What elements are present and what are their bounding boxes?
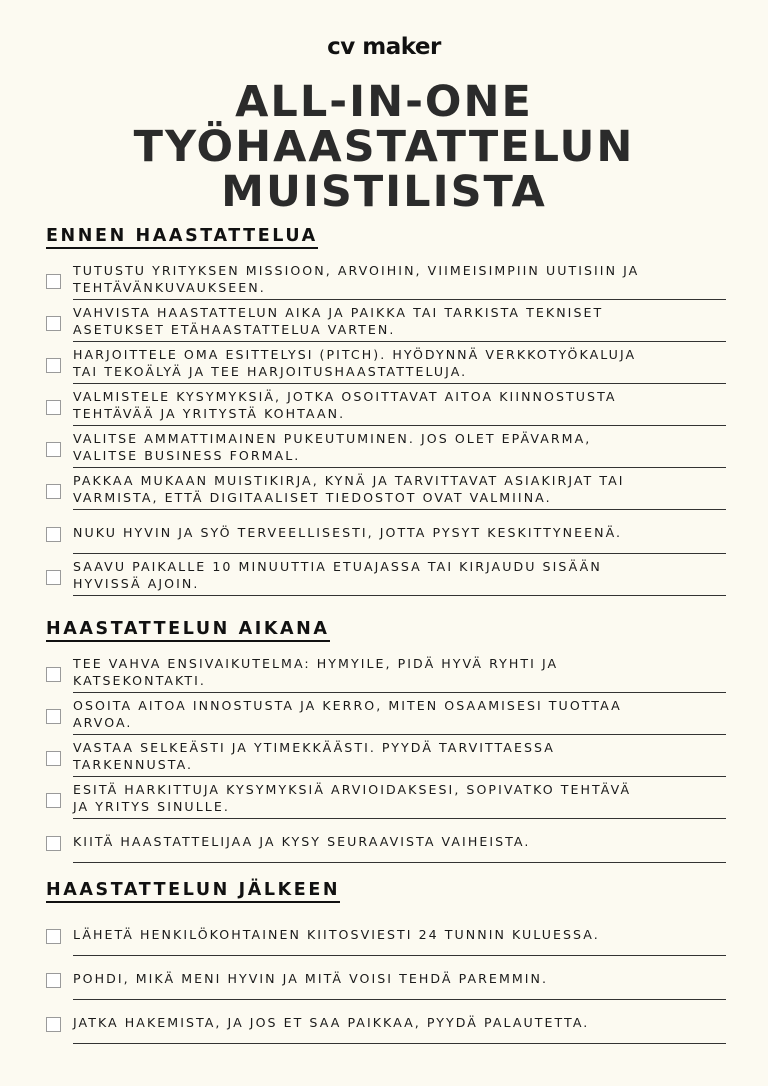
checklist-item-text bbox=[73, 346, 636, 380]
checklist-item bbox=[46, 693, 726, 735]
checklist-item-text bbox=[73, 781, 631, 815]
checklist-item-line: TAI TEKOÄLYÄ JA TEE HARJOITUSHAASTATTELUJA. bbox=[73, 364, 468, 379]
checklist-before bbox=[46, 258, 726, 596]
checklist-item bbox=[46, 300, 726, 342]
checklist-item-line: HARJOITTELE OMA ESITTELYSI (PITCH). HYÖDYNNÄ VERKKOTYÖKALUJA bbox=[73, 347, 637, 362]
checklist-item-line: TARKENNUSTA. bbox=[73, 757, 194, 772]
checklist-item-text bbox=[73, 304, 603, 338]
checklist-item-line: KIITÄ HAASTATTELIJAA JA KYSY SEURAAVISTA VAIHEISTA. bbox=[73, 833, 531, 849]
section-heading-after: HAASTATTELUN JÄLKEEN bbox=[46, 880, 340, 903]
checklist-item-line: POHDI, MIKÄ MENI HYVIN JA MITÄ VOISI TEHDÄ PAREMMIN. bbox=[73, 970, 549, 986]
checklist-item-line: ASETUKSET ETÄHAASTATTELUA VARTEN. bbox=[73, 322, 396, 337]
checklist-after bbox=[46, 912, 726, 1044]
title-line-2: TYÖHAASTATTELUN bbox=[133, 122, 635, 172]
checklist-item-line: LÄHETÄ HENKILÖKOHTAINEN KIITOSVIESTI 24 TUNNIN KULUESSA. bbox=[73, 926, 600, 942]
checklist-item-line: TEE VAHVA ENSIVAIKUTELMA: HYMYILE, PIDÄ HYVÄ RYHTI JA bbox=[73, 656, 559, 671]
checkbox[interactable] bbox=[46, 973, 61, 988]
checklist-item-text bbox=[73, 970, 548, 987]
section-heading-before: ENNEN HAASTATTELUA bbox=[46, 226, 318, 249]
checkbox[interactable] bbox=[46, 793, 61, 808]
checklist-item-text bbox=[73, 833, 530, 850]
checkbox[interactable] bbox=[46, 1017, 61, 1032]
checklist-item bbox=[46, 956, 726, 1000]
checkbox[interactable] bbox=[46, 929, 61, 944]
checkbox[interactable] bbox=[46, 442, 61, 457]
section-before bbox=[46, 226, 726, 596]
checklist-item-text bbox=[73, 739, 555, 773]
checkbox[interactable] bbox=[46, 751, 61, 766]
section-after bbox=[46, 880, 726, 1044]
checklist-item-line: VAHVISTA HAASTATTELUN AIKA JA PAIKKA TAI TARKISTA TEKNISET bbox=[73, 305, 604, 320]
section-during bbox=[46, 619, 726, 863]
checkbox[interactable] bbox=[46, 527, 61, 542]
checklist-item-line: VALITSE BUSINESS FORMAL. bbox=[73, 448, 301, 463]
checklist-item-line: PAKKAA MUKAAN MUISTIKIRJA, KYNÄ JA TARVITTAVAT ASIAKIRJAT TAI bbox=[73, 473, 625, 488]
title-line-3: MUISTILISTA bbox=[221, 167, 547, 217]
checkbox[interactable] bbox=[46, 836, 61, 851]
checklist-item-line: VALMISTELE KYSYMYKSIÄ, JOTKA OSOITTAVAT AITOA KIINNOSTUSTA bbox=[73, 389, 617, 404]
underline-divider bbox=[73, 862, 726, 863]
checklist-item-text bbox=[73, 558, 602, 592]
checklist-item-line: KATSEKONTAKTI. bbox=[73, 673, 206, 688]
cv-maker-logo: cv maker bbox=[327, 34, 441, 60]
checklist-item-line: SAAVU PAIKALLE 10 MINUUTTIA ETUAJASSA TAI KIRJAUDU SISÄÄN bbox=[73, 559, 602, 574]
checklist-item-text bbox=[73, 430, 591, 464]
checklist-item bbox=[46, 735, 726, 777]
underline-divider bbox=[73, 1043, 726, 1044]
checklist-item-text bbox=[73, 655, 558, 689]
checklist-item bbox=[46, 384, 726, 426]
checklist-item-text bbox=[73, 926, 600, 943]
checklist-item-text bbox=[73, 697, 622, 731]
checkbox[interactable] bbox=[46, 667, 61, 682]
checklist-item-line: TEHTÄVÄÄ JA YRITYSTÄ KOHTAAN. bbox=[73, 406, 346, 421]
checklist-item bbox=[46, 651, 726, 693]
checklist-item bbox=[46, 777, 726, 819]
checklist-during bbox=[46, 651, 726, 863]
checkbox[interactable] bbox=[46, 316, 61, 331]
section-heading-during: HAASTATTELUN AIKANA bbox=[46, 619, 330, 642]
checklist-item bbox=[46, 912, 726, 956]
checkbox[interactable] bbox=[46, 274, 61, 289]
checklist-item bbox=[46, 468, 726, 510]
checkbox[interactable] bbox=[46, 484, 61, 499]
checklist-item-line: ARVOA. bbox=[73, 715, 133, 730]
checklist-item-line: ESITÄ HARKITTUJA KYSYMYKSIÄ ARVIOIDAKSESI, SOPIVATKO TEHTÄVÄ bbox=[73, 782, 632, 797]
checklist-item bbox=[46, 258, 726, 300]
checkbox[interactable] bbox=[46, 709, 61, 724]
checklist-item-line: TEHTÄVÄNKUVAUKSEEN. bbox=[73, 280, 266, 295]
checklist-item-line: JA YRITYS SINULLE. bbox=[73, 799, 230, 814]
checklist-item bbox=[46, 426, 726, 468]
checklist-item-text bbox=[73, 1014, 589, 1031]
checklist-item-text bbox=[73, 472, 625, 506]
title-line-1: ALL-IN-ONE bbox=[235, 77, 533, 127]
checklist-item-text bbox=[73, 388, 617, 422]
checklist-item-line: VARMISTA, ETTÄ DIGITAALISET TIEDOSTOT OVAT VALMIINA. bbox=[73, 490, 552, 505]
checklist-item bbox=[46, 342, 726, 384]
checklist-item-line: VALITSE AMMATTIMAINEN PUKEUTUMINEN. JOS OLET EPÄVARMA, bbox=[73, 431, 592, 446]
checkbox[interactable] bbox=[46, 570, 61, 585]
checklist-item bbox=[46, 554, 726, 596]
checkbox[interactable] bbox=[46, 358, 61, 373]
checklist-item-text bbox=[73, 524, 622, 541]
checklist-item bbox=[46, 510, 726, 554]
checklist-item bbox=[46, 1000, 726, 1044]
checkbox[interactable] bbox=[46, 400, 61, 415]
checklist-item-line: OSOITA AITOA INNOSTUSTA JA KERRO, MITEN OSAAMISESI TUOTTAA bbox=[73, 698, 622, 713]
checklist-item-line: VASTAA SELKEÄSTI JA YTIMEKKÄÄSTI. PYYDÄ TARVITTAESSA bbox=[73, 740, 555, 755]
underline-divider bbox=[73, 595, 726, 596]
checklist-item-line: TUTUSTU YRITYKSEN MISSIOON, ARVOIHIN, VIIMEISIMPIIN UUTISIIN JA bbox=[73, 263, 640, 278]
checklist-item-line: NUKU HYVIN JA SYÖ TERVEELLISESTI, JOTTA PYSYT KESKITTYNEENÄ. bbox=[73, 524, 623, 540]
checklist-item-line: JATKA HAKEMISTA, JA JOS ET SAA PAIKKAA, PYYDÄ PALAUTETTA. bbox=[73, 1014, 590, 1030]
checklist-item-line: HYVISSÄ AJOIN. bbox=[73, 576, 200, 591]
checklist-item bbox=[46, 819, 726, 863]
page-title bbox=[0, 77, 768, 217]
checklist-item-text bbox=[73, 262, 639, 296]
